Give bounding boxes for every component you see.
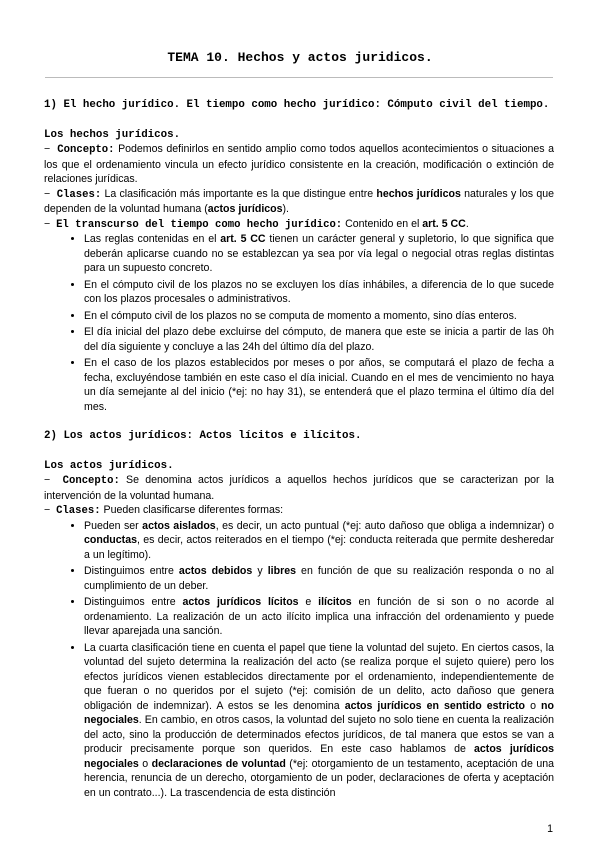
bullet-text: tienen un carácter general y supletorio, lo que significa que deberán aplicarse cuando no se establezcan ya sea por vía legal o negocial otras reglas distintas para un supuesto concreto. [84, 233, 554, 274]
term-actos-juridicos: actos jurídicos [207, 203, 283, 215]
transcurso-text: . [465, 217, 469, 230]
page-number: 1 [547, 823, 553, 835]
concepto-label: Concepto: [62, 475, 120, 487]
term-declaraciones-voluntad: declaraciones de voluntad [151, 757, 286, 770]
section-1-concepto [44, 142, 554, 187]
clases-text: naturales y los que dependen de la voluntad humana ( [44, 187, 555, 215]
list-item: • En el cómputo civil de los plazos no se computa de momento a momento, sino días enteros. [84, 309, 554, 324]
term-ilicitos: ilícitos [318, 596, 352, 608]
bullet-text: , es decir, un acto puntual (*ej: auto dañoso que obliga a indemnizar) o [215, 519, 554, 532]
dash: − [44, 217, 51, 230]
bullet-text: y [252, 565, 268, 577]
section-2-clases [44, 503, 554, 519]
dash: − [44, 187, 51, 200]
dash: − [44, 504, 51, 516]
section-1-bullet-list [44, 232, 554, 414]
section-2-heading: 2) Los actos jurídicos: Actos lícitos e ilícitos. [44, 430, 362, 442]
title-divider [45, 77, 553, 78]
term-libres: libres [267, 565, 296, 577]
list-item [84, 519, 554, 563]
concepto-text: Podemos definirlos en sentido amplio como todos aquellos acontecimientos o situaciones a los que el ordenamiento vincula un efecto jurídico consistente en la creación, modificación o extinción de relaciones jurídicas. [44, 143, 554, 185]
list-item: • En el cómputo civil de los plazos no se excluyen los días inhábiles, a diferencia de lo que sucede con los plazos procesales o administrativos. [84, 278, 554, 307]
section-1-clases [44, 187, 554, 217]
bullet-text: Distinguimos entre [84, 596, 183, 608]
list-item [84, 641, 554, 801]
section-1-transcurso [44, 217, 554, 233]
bullet-text: (*ej: otorgamiento de un testamento, aceptación de una herencia, renuncia de un derecho, otorgamiento de un poder, declaraciones de oferta y aceptación en un contrato...). La trascendencia de esta distinción [84, 757, 555, 799]
concepto-text: Se denomina actos jurídicos a aquellos hechos jurídicos que se caracterizan por la intervención de la voluntad humana. [44, 474, 554, 502]
list-item: • El día inicial del plazo debe excluirse del cómputo, de manera que este se inicia a partir de las 0h del día siguiente y concluye a las 24h del último día del plazo. [84, 325, 554, 354]
term-actos-negociales: actos jurídicos negociales [84, 743, 554, 770]
transcurso-text: Contenido en el [342, 217, 423, 230]
list-item [84, 595, 554, 639]
transcurso-label: El transcurso del tiempo como hecho jurídico: [56, 218, 343, 231]
bullet-text: Pueden ser [84, 519, 143, 532]
bullet-text: o [525, 699, 542, 712]
term-actos-licitos: actos jurídicos lícitos [182, 596, 299, 608]
dash: − [44, 474, 51, 486]
bullet-text: e [298, 596, 319, 608]
document-body [44, 98, 554, 802]
section-1-heading: 1) El hecho jurídico. El tiempo como hecho jurídico: Cómputo civil del tiempo. [44, 99, 550, 111]
clases-label: Clases: [56, 505, 101, 517]
term-art-5-cc: art. 5 CC [220, 233, 266, 245]
term-hechos-juridicos: hechos jurídicos [376, 187, 461, 200]
concepto-label: Concepto: [57, 144, 115, 156]
section-2-bullet-list [44, 519, 554, 801]
section-2-concepto [44, 473, 554, 503]
list-item [84, 564, 554, 593]
term-no-negociales: no negociales [84, 699, 554, 726]
term-conductas: conductas [84, 534, 137, 546]
bullet-text: . En cambio, en otros casos, la voluntad del sujeto no solo tiene en cuenta la realización del acto, sino la producción de determinados efectos jurídicos, de tal manera que estos se van a producir precisamente porque son queridos. En este caso hablamos de [84, 714, 554, 755]
dash: − [44, 143, 51, 155]
term-actos-aislados: actos aislados [142, 519, 216, 532]
bullet-text: Distinguimos entre [84, 565, 179, 577]
list-item [84, 232, 554, 276]
clases-text: Pueden clasificarse diferentes formas: [100, 504, 284, 516]
bullet-text: La cuarta clasificación tiene en cuenta el papel que tiene la voluntad del sujeto. En ciertos casos, la voluntad del sujeto determina la realización del acto (se realiza porque el sujeto quiere) pero los efectos jurídicos vienen establecidos directamente por el ordenamiento, independientemente de que fueran o no queridos por el sujeto (*ej: comisión de un delito, acto dañoso que genera obligación de indemnizar). A estos se les denomina [84, 641, 554, 712]
bullet-text: en función de que su realización responda o no al cumplimiento de un deber. [84, 565, 554, 592]
clases-text: La clasificación más importante es la que distingue entre [101, 187, 377, 200]
bullet-text: o [138, 757, 152, 770]
bullet-text: en función de si son o no acorde al ordenamiento. La realización de un acto ilícito implica una infracción del ordenamiento y puede llevar aparejada una sanción. [84, 596, 554, 637]
clases-label: Clases: [56, 188, 102, 201]
section-1-subheading: Los hechos jurídicos. [44, 128, 181, 141]
term-art-5-cc: art. 5 CC [422, 217, 466, 230]
bullet-text: Las reglas contenidas en el [84, 233, 221, 245]
document-title: TEMA 10. Hechos y actos juridicos. [167, 50, 433, 65]
clases-text: ). [282, 203, 290, 215]
term-actos-sentido-estricto: actos jurídicos en sentido estricto [344, 699, 526, 712]
list-item: • En el caso de los plazos establecidos por meses o por años, se computará el plazo de fecha a fecha, excluyéndose también en este caso el día inicial. Cuando en el mes de vencimiento no haya un día semejante al del inicio (*ej: no hay 31), se entenderá que el plazo termina el último día del mes. [84, 356, 554, 414]
bullet-text: , es decir, actos reiterados en el tiempo (*ej: conducta reiterada que permite desheredar a un legítimo). [84, 534, 554, 561]
term-actos-debidos: actos debidos [178, 565, 253, 577]
section-2-subheading: Los actos jurídicos. [44, 459, 174, 472]
